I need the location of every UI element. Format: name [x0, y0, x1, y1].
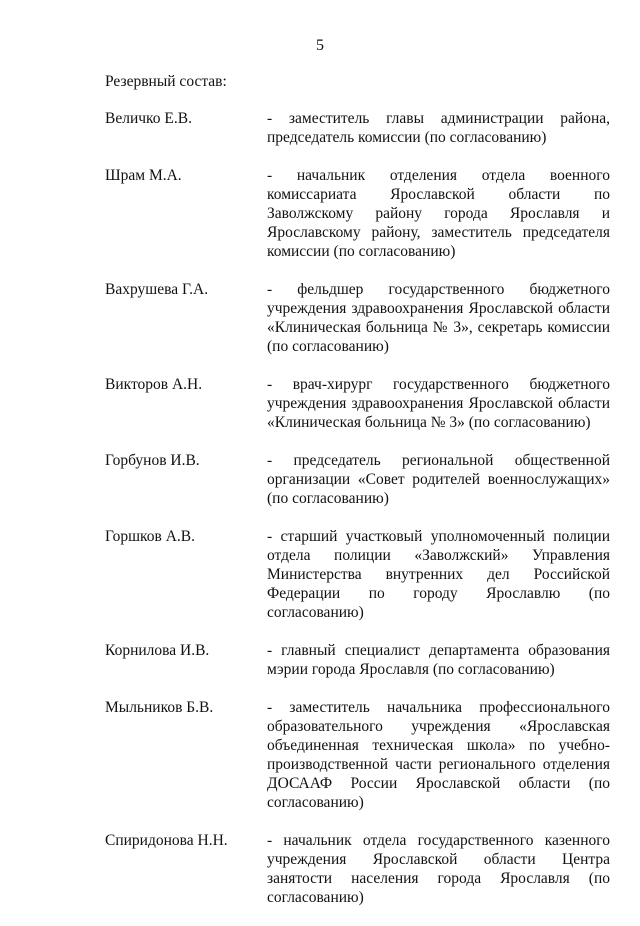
list-item: [105, 641, 610, 679]
list-item: [105, 698, 610, 812]
member-role: - врач-хирург государственного бюджетного учреждения здравоохранения Ярославской области «Клиническая больница № 3» (по согласованию): [267, 376, 610, 431]
page-number: 5: [316, 37, 324, 54]
member-role: - председатель региональной общественной организации «Совет родителей военнослужащих» (по согласованию): [267, 452, 610, 507]
member-name: Горбунов И.В.: [105, 452, 200, 469]
list-item: [105, 280, 610, 356]
list-item: [105, 451, 610, 508]
list-item: [105, 527, 610, 622]
member-role: - главный специалист департамента образования мэрии города Ярославля (по согласованию): [267, 642, 610, 678]
member-name: Спиридонова Н.Н.: [105, 832, 228, 849]
member-role: - старший участковый уполномоченный полиции отдела полиции «Заволжский» Управления Министерства внутренних дел Российской Федерации по городу Ярославлю (по согласованию): [267, 528, 610, 621]
list-item: [105, 831, 610, 907]
member-role: - начальник отделения отдела военного комиссариата Ярославской области по Заволжскому району города Ярославля и Ярославскому району, заместитель председателя комиссии (по согласованию): [267, 167, 610, 260]
list-item: [105, 375, 610, 432]
member-role: - заместитель главы администрации района, председатель комиссии (по согласованию): [267, 110, 610, 146]
member-role: - начальник отдела государственного казенного учреждения Ярославской области Центра занятости населения города Ярославля (по согласованию): [267, 832, 610, 906]
list-item: [105, 166, 610, 261]
member-name: Горшков А.В.: [105, 528, 196, 545]
member-name: Величко Е.В.: [105, 110, 192, 127]
member-name: Вахрушева Г.А.: [105, 281, 209, 298]
member-role: - фельдшер государственного бюджетного учреждения здравоохранения Ярославской области «Клиническая больница № 3», секретарь комиссии (по согласованию): [267, 281, 610, 355]
section-title: Резервный состав:: [105, 73, 227, 90]
member-role: - заместитель начальника профессионального образовательного учреждения «Ярославская объединенная техническая школа» по учебно-производственной части регионального отделения ДОСААФ России Ярославской области (по согласованию): [267, 699, 610, 811]
members-list: [105, 109, 610, 926]
member-name: Корнилова И.В.: [105, 642, 210, 659]
member-name: Викторов А.Н.: [105, 376, 203, 393]
member-name: Мыльников Б.В.: [105, 699, 214, 716]
member-name: Шрам М.А.: [105, 167, 182, 184]
list-item: [105, 109, 610, 147]
